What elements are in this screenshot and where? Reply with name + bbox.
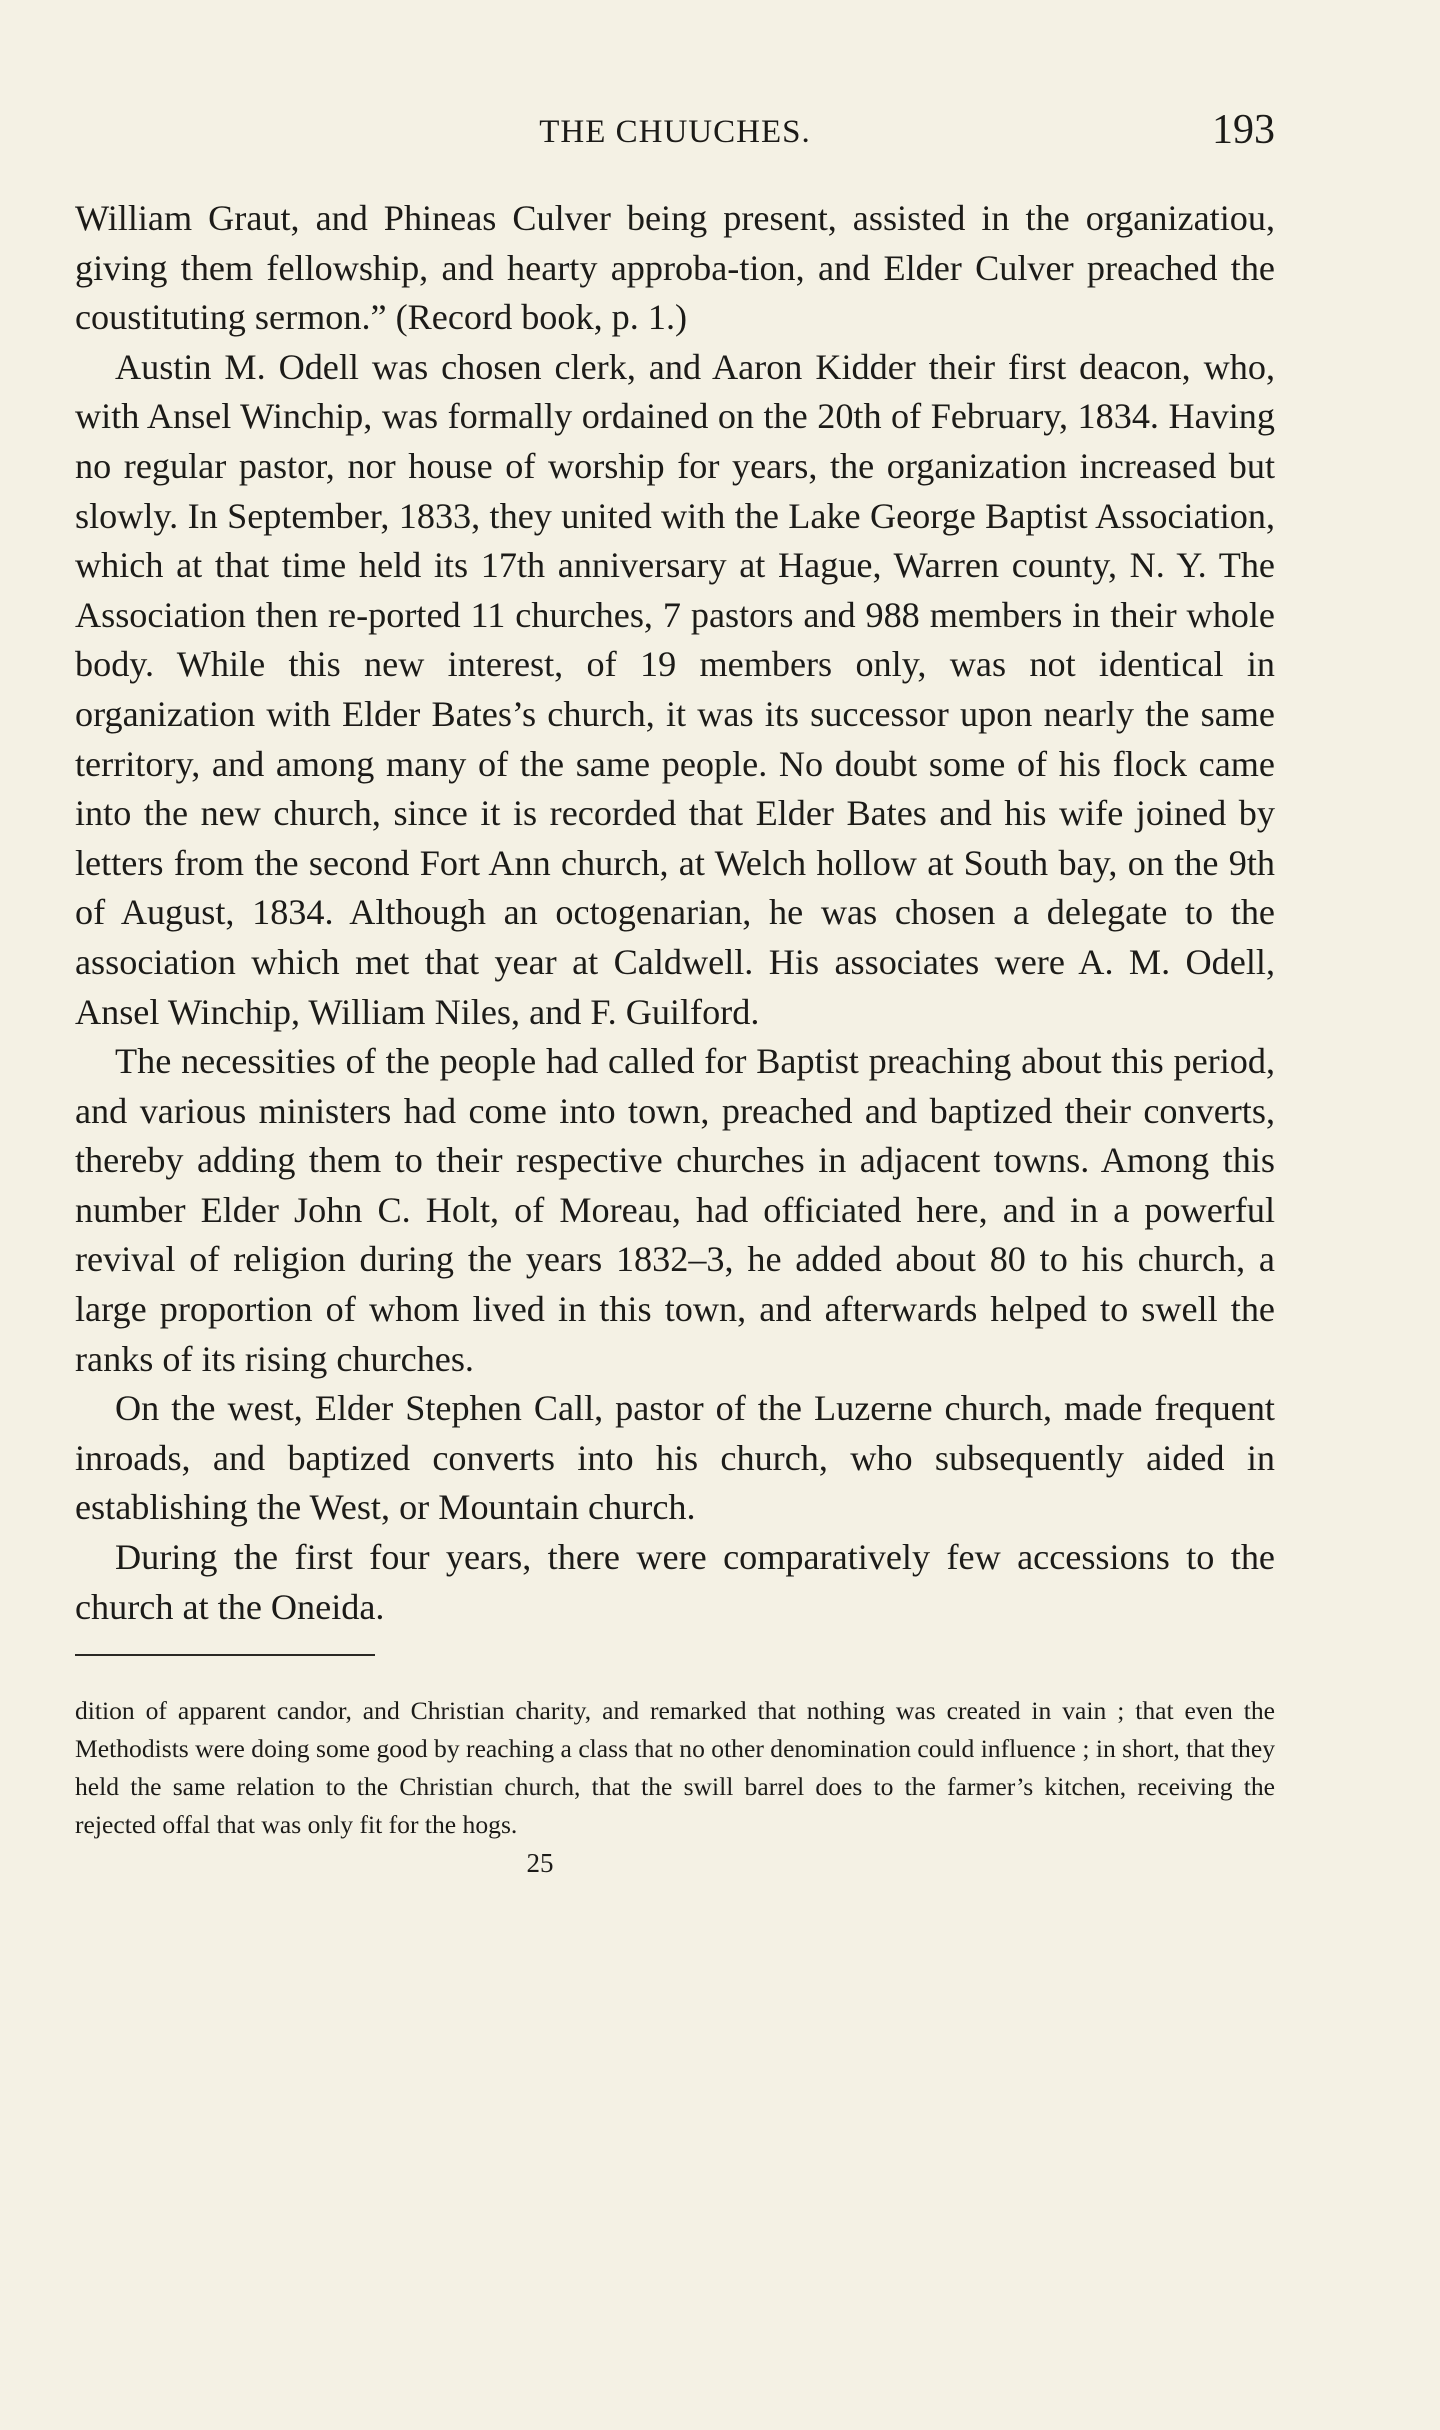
paragraph-3: The necessities of the people had called for Baptist preaching about this period, and various ministers had come into town, preached and baptized their converts, thereby adding them to their respective churches in adjacent towns. Among this number Elder John C. Holt, of Moreau, had officiated here, and in a powerful revival of religion during the years 1832–3, he added about 80 to his church, a large proportion of whom lived in this town, and afterwards helped to swell the ranks of its rising churches. (75, 1041, 1275, 1379)
paragraph-5: During the first four years, there were comparatively few accessions to the church at the Oneida. (75, 1537, 1275, 1627)
paragraph-4: On the west, Elder Stephen Call, pastor of the Luzerne church, made frequent inroads, and baptized converts into his church, who subsequently aided in establishing the West, or Mountain church. (75, 1388, 1275, 1528)
signature-mark: 25 (526, 1848, 554, 1879)
paragraph-2: Austin M. Odell was chosen clerk, and Aaron Kidder their first deacon, who, with Ansel Winchip, was formally ordained on the 20th of February, 1834. Having no regular pastor, nor house of worship for years, the organization increased but slowly. In September, 1833, they united with the Lake George Baptist Association, which at that time held its 17th anniversary at Hague, Warren county, N. Y. The Association then re-ported 11 churches, 7 pastors and 988 members in their whole body. While this new interest, of 19 members only, was not identical in organization with Elder Bates’s church, it was its successor upon nearly the same territory, and among many of the same people. No doubt some of his flock came into the new church, since it is recorded that Elder Bates and his wife joined by letters from the second Fort Ann church, at Welch hollow at South bay, on the 9th of August, 1834. Although an octogenarian, he was chosen a delegate to the association which met that year at Caldwell. His associates were A. M. Odell, Ansel Winchip, William Niles, and F. Guilford. (75, 346, 1275, 1032)
footnote-divider (75, 1654, 375, 1656)
running-head (75, 100, 1275, 164)
paragraph-1: William Graut, and Phineas Culver being present, assisted in the organizatiou, giving them fellowship, and hearty approba-tion, and Elder Culver preached the coustituting sermon.” (Record book, p. 1.) (75, 198, 1275, 338)
main-text (75, 194, 1275, 1632)
footnote: dition of apparent candor, and Christian charity, and remarked that nothing was created in vain ; that even the Methodists were doing some good by reaching a class that no other denomination could influence ; in short, that they held the same relation to the Christian church, that the swill barrel does to the farmer’s kitchen, receiving the rejected offal that was only fit for the hogs. (75, 1696, 1275, 1840)
book-page (75, 100, 1275, 1879)
page-number: 193 (1212, 107, 1275, 153)
running-title: THE CHUUCHES. (539, 114, 811, 150)
